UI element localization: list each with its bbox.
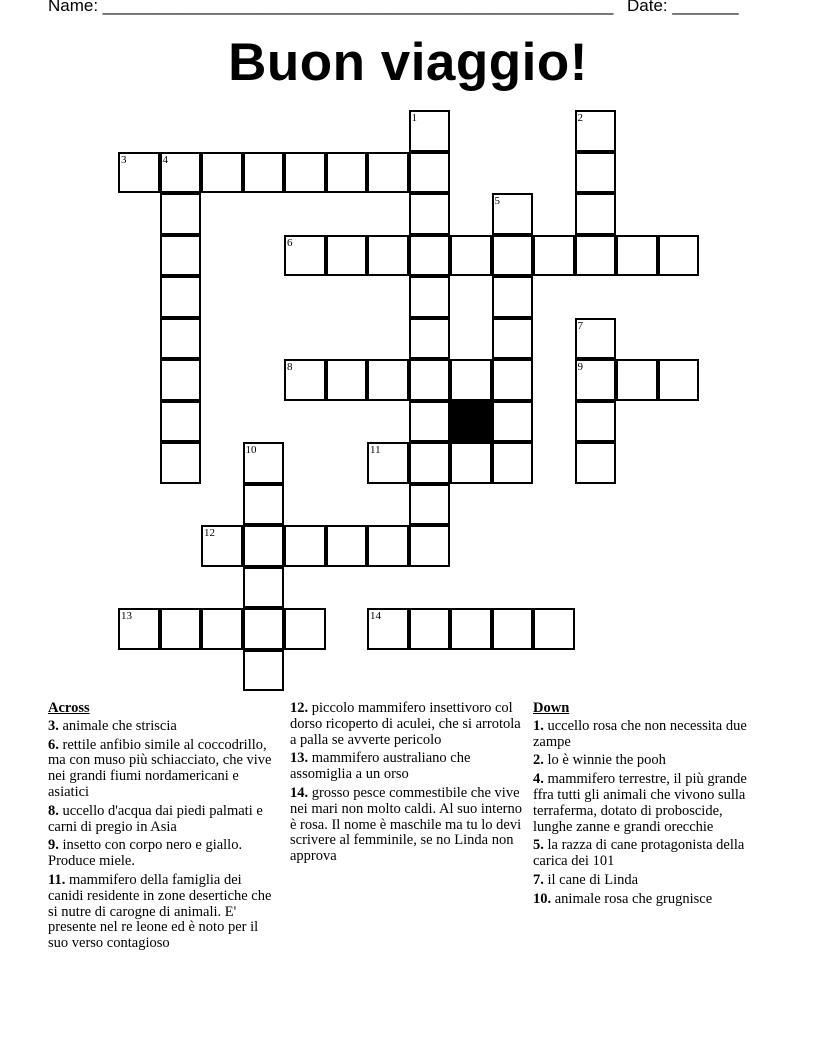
grid-cell[interactable] <box>658 359 700 401</box>
clue-number: 14. <box>290 784 309 801</box>
grid-cell-number: 14 <box>370 610 381 622</box>
grid-cell[interactable] <box>409 235 451 277</box>
clue-number: 5. <box>533 837 544 854</box>
clue-across-8 <box>48 804 280 836</box>
grid-cell[interactable] <box>450 608 492 650</box>
grid-cell-number: 1 <box>411 112 417 124</box>
grid-cell[interactable] <box>492 359 534 401</box>
grid-cell[interactable] <box>243 152 285 194</box>
grid-cell-number: 3 <box>121 153 127 166</box>
clue-number: 9. <box>48 837 59 854</box>
clue-across-9 <box>48 838 280 870</box>
grid-cell[interactable] <box>284 525 326 567</box>
grid-cell[interactable] <box>450 235 492 277</box>
grid-cell[interactable] <box>284 608 326 650</box>
grid-cell[interactable] <box>160 193 202 235</box>
clue-across-13 <box>290 751 522 783</box>
grid-cell[interactable] <box>616 359 658 401</box>
across-clues <box>48 701 280 955</box>
grid-cell[interactable] <box>160 318 202 360</box>
grid-cell[interactable] <box>575 401 617 443</box>
grid-cell[interactable] <box>658 235 700 277</box>
clue-number: 2. <box>533 752 544 769</box>
grid-cell[interactable] <box>284 235 326 277</box>
grid-cell-number: 9 <box>577 361 583 373</box>
grid-cell[interactable] <box>409 318 451 360</box>
clue-text: mammifero terrestre, il più grande ffra tutti gli animali che vivono sulla terraferma, dotato di proboscide, lunghe zanne e grandi orecchie <box>533 771 747 835</box>
clue-down-1 <box>533 719 765 751</box>
clue-across-14 <box>290 786 522 865</box>
clue-number: 4. <box>533 771 544 788</box>
grid-cell[interactable] <box>575 318 617 360</box>
clue-number: 3. <box>48 717 59 734</box>
grid-cell[interactable] <box>575 152 617 194</box>
grid-cell[interactable] <box>284 359 326 401</box>
grid-cell-number: 4 <box>162 153 168 166</box>
grid-cell[interactable] <box>326 359 368 401</box>
date-field-label: Date: _______ <box>627 0 739 15</box>
clue-number: 6. <box>48 736 59 753</box>
grid-cell[interactable] <box>409 110 451 152</box>
grid-cell-number: 12 <box>204 527 215 539</box>
grid-cell[interactable] <box>367 525 409 567</box>
grid-cell[interactable] <box>409 525 451 567</box>
grid-cell[interactable] <box>575 110 617 152</box>
clue-text: uccello rosa che non necessita due zampe <box>533 717 747 750</box>
clue-across-12 <box>290 701 522 748</box>
grid-cell[interactable] <box>201 152 243 194</box>
grid-cell[interactable] <box>409 276 451 318</box>
grid-cell[interactable] <box>201 525 243 567</box>
down-clues <box>533 701 765 911</box>
clue-down-5 <box>533 838 765 870</box>
grid-cell[interactable] <box>409 359 451 401</box>
grid-cell[interactable] <box>160 152 202 194</box>
grid-cell[interactable] <box>492 442 534 484</box>
grid-cell[interactable] <box>409 152 451 194</box>
clue-text: grosso pesce commestibile che vive nei mari non molto caldi. Al suo interno è rosa. Il nome è maschile ma tu lo devi scrivere al femminile, se no Linda non approva <box>290 784 522 865</box>
clue-text: il cane di Linda <box>547 871 639 888</box>
grid-cell[interactable] <box>492 235 534 277</box>
grid-cell[interactable] <box>160 401 202 443</box>
grid-cell[interactable] <box>326 525 368 567</box>
grid-cell[interactable] <box>243 484 285 526</box>
grid-cell[interactable] <box>533 608 575 650</box>
clue-number: 8. <box>48 802 59 819</box>
grid-cell[interactable] <box>409 442 451 484</box>
grid-cell[interactable] <box>409 608 451 650</box>
grid-cell[interactable] <box>160 608 202 650</box>
down-heading: Down <box>533 700 570 716</box>
name-field-label: Name: ______________________________________________________ <box>48 0 614 15</box>
clue-text: piccolo mammifero insettivoro col dorso ricoperto di aculei, che si arrotola a palla se avverte pericolo <box>290 700 521 748</box>
grid-cell[interactable] <box>575 442 617 484</box>
clue-down-2 <box>533 753 765 769</box>
grid-cell[interactable] <box>450 359 492 401</box>
grid-cell[interactable] <box>367 152 409 194</box>
clue-down-4 <box>533 772 765 835</box>
grid-cell[interactable] <box>243 650 285 692</box>
grid-cell[interactable] <box>160 359 202 401</box>
across-clues-continued <box>290 701 522 868</box>
clue-text: rettile anfibio simile al coccodrillo, ma con muso più schiacciato, che vive nei grandi fiumi nordamericani e asiatici <box>48 736 272 800</box>
clue-across-3 <box>48 719 280 735</box>
grid-cell[interactable] <box>409 193 451 235</box>
clue-down-7 <box>533 873 765 889</box>
clue-text: la razza di cane protagonista della carica dei 101 <box>533 837 745 870</box>
across-heading: Across <box>48 700 90 716</box>
grid-cell[interactable] <box>492 318 534 360</box>
grid-cell[interactable] <box>118 608 160 650</box>
grid-cell-number: 7 <box>577 319 583 332</box>
grid-black-cell <box>450 401 492 443</box>
clue-text: uccello d'acqua dai piedi palmati e carni di pregio in Asia <box>48 802 263 835</box>
grid-cell[interactable] <box>533 235 575 277</box>
grid-cell[interactable] <box>450 442 492 484</box>
clue-number: 7. <box>533 871 544 888</box>
grid-cell[interactable] <box>409 484 451 526</box>
grid-cell-number: 5 <box>494 195 500 207</box>
grid-cell[interactable] <box>409 401 451 443</box>
grid-cell[interactable] <box>616 235 658 277</box>
grid-cell[interactable] <box>492 608 534 650</box>
grid-cell[interactable] <box>575 359 617 401</box>
grid-cell[interactable] <box>243 608 285 650</box>
grid-cell[interactable] <box>243 442 285 484</box>
page-title: Buon viaggio! <box>228 33 588 92</box>
grid-cell[interactable] <box>326 152 368 194</box>
clue-text: mammifero della famiglia dei canidi residente in zone desertiche che si nutre di carogne di animali. E' presente nel re leone ed è noto per il suo verso contagioso <box>48 871 272 952</box>
clue-text: lo è winnie the pooh <box>547 752 666 769</box>
grid-cell[interactable] <box>326 235 368 277</box>
grid-cell[interactable] <box>575 235 617 277</box>
grid-cell[interactable] <box>367 235 409 277</box>
grid-cell-number: 11 <box>370 444 381 456</box>
grid-cell[interactable] <box>492 276 534 318</box>
clue-number: 10. <box>533 890 552 907</box>
grid-cell[interactable] <box>284 152 326 194</box>
clue-across-11 <box>48 873 280 952</box>
clue-number: 12. <box>290 700 309 716</box>
clue-text: animale che striscia <box>62 717 177 734</box>
grid-cell-number: 8 <box>287 361 293 373</box>
grid-cell[interactable] <box>243 525 285 567</box>
grid-cell[interactable] <box>575 193 617 235</box>
clue-text: animale rosa che grugnisce <box>554 890 713 907</box>
grid-cell[interactable] <box>367 608 409 650</box>
grid-cell-number: 6 <box>287 236 293 249</box>
grid-cell[interactable] <box>160 442 202 484</box>
grid-cell-number: 10 <box>245 444 257 456</box>
clue-text: insetto con corpo nero e giallo. Produce miele. <box>48 837 243 870</box>
grid-cell[interactable] <box>118 152 160 194</box>
grid-cell[interactable] <box>492 401 534 443</box>
grid-cell[interactable] <box>160 235 202 277</box>
clue-number: 1. <box>533 717 544 734</box>
grid-cell[interactable] <box>201 608 243 650</box>
grid-cell[interactable] <box>160 276 202 318</box>
clue-number: 11. <box>48 871 66 888</box>
clue-across-6 <box>48 738 280 801</box>
grid-cell[interactable] <box>367 359 409 401</box>
grid-cell[interactable] <box>367 442 409 484</box>
grid-cell-number: 13 <box>121 610 132 622</box>
grid-cell-number: 2 <box>577 112 583 124</box>
grid-cell[interactable] <box>492 193 534 235</box>
clue-text: mammifero australiano che assomiglia a un orso <box>290 750 471 783</box>
clue-number: 13. <box>290 750 309 767</box>
clue-down-10 <box>533 892 765 908</box>
grid-cell[interactable] <box>243 567 285 609</box>
